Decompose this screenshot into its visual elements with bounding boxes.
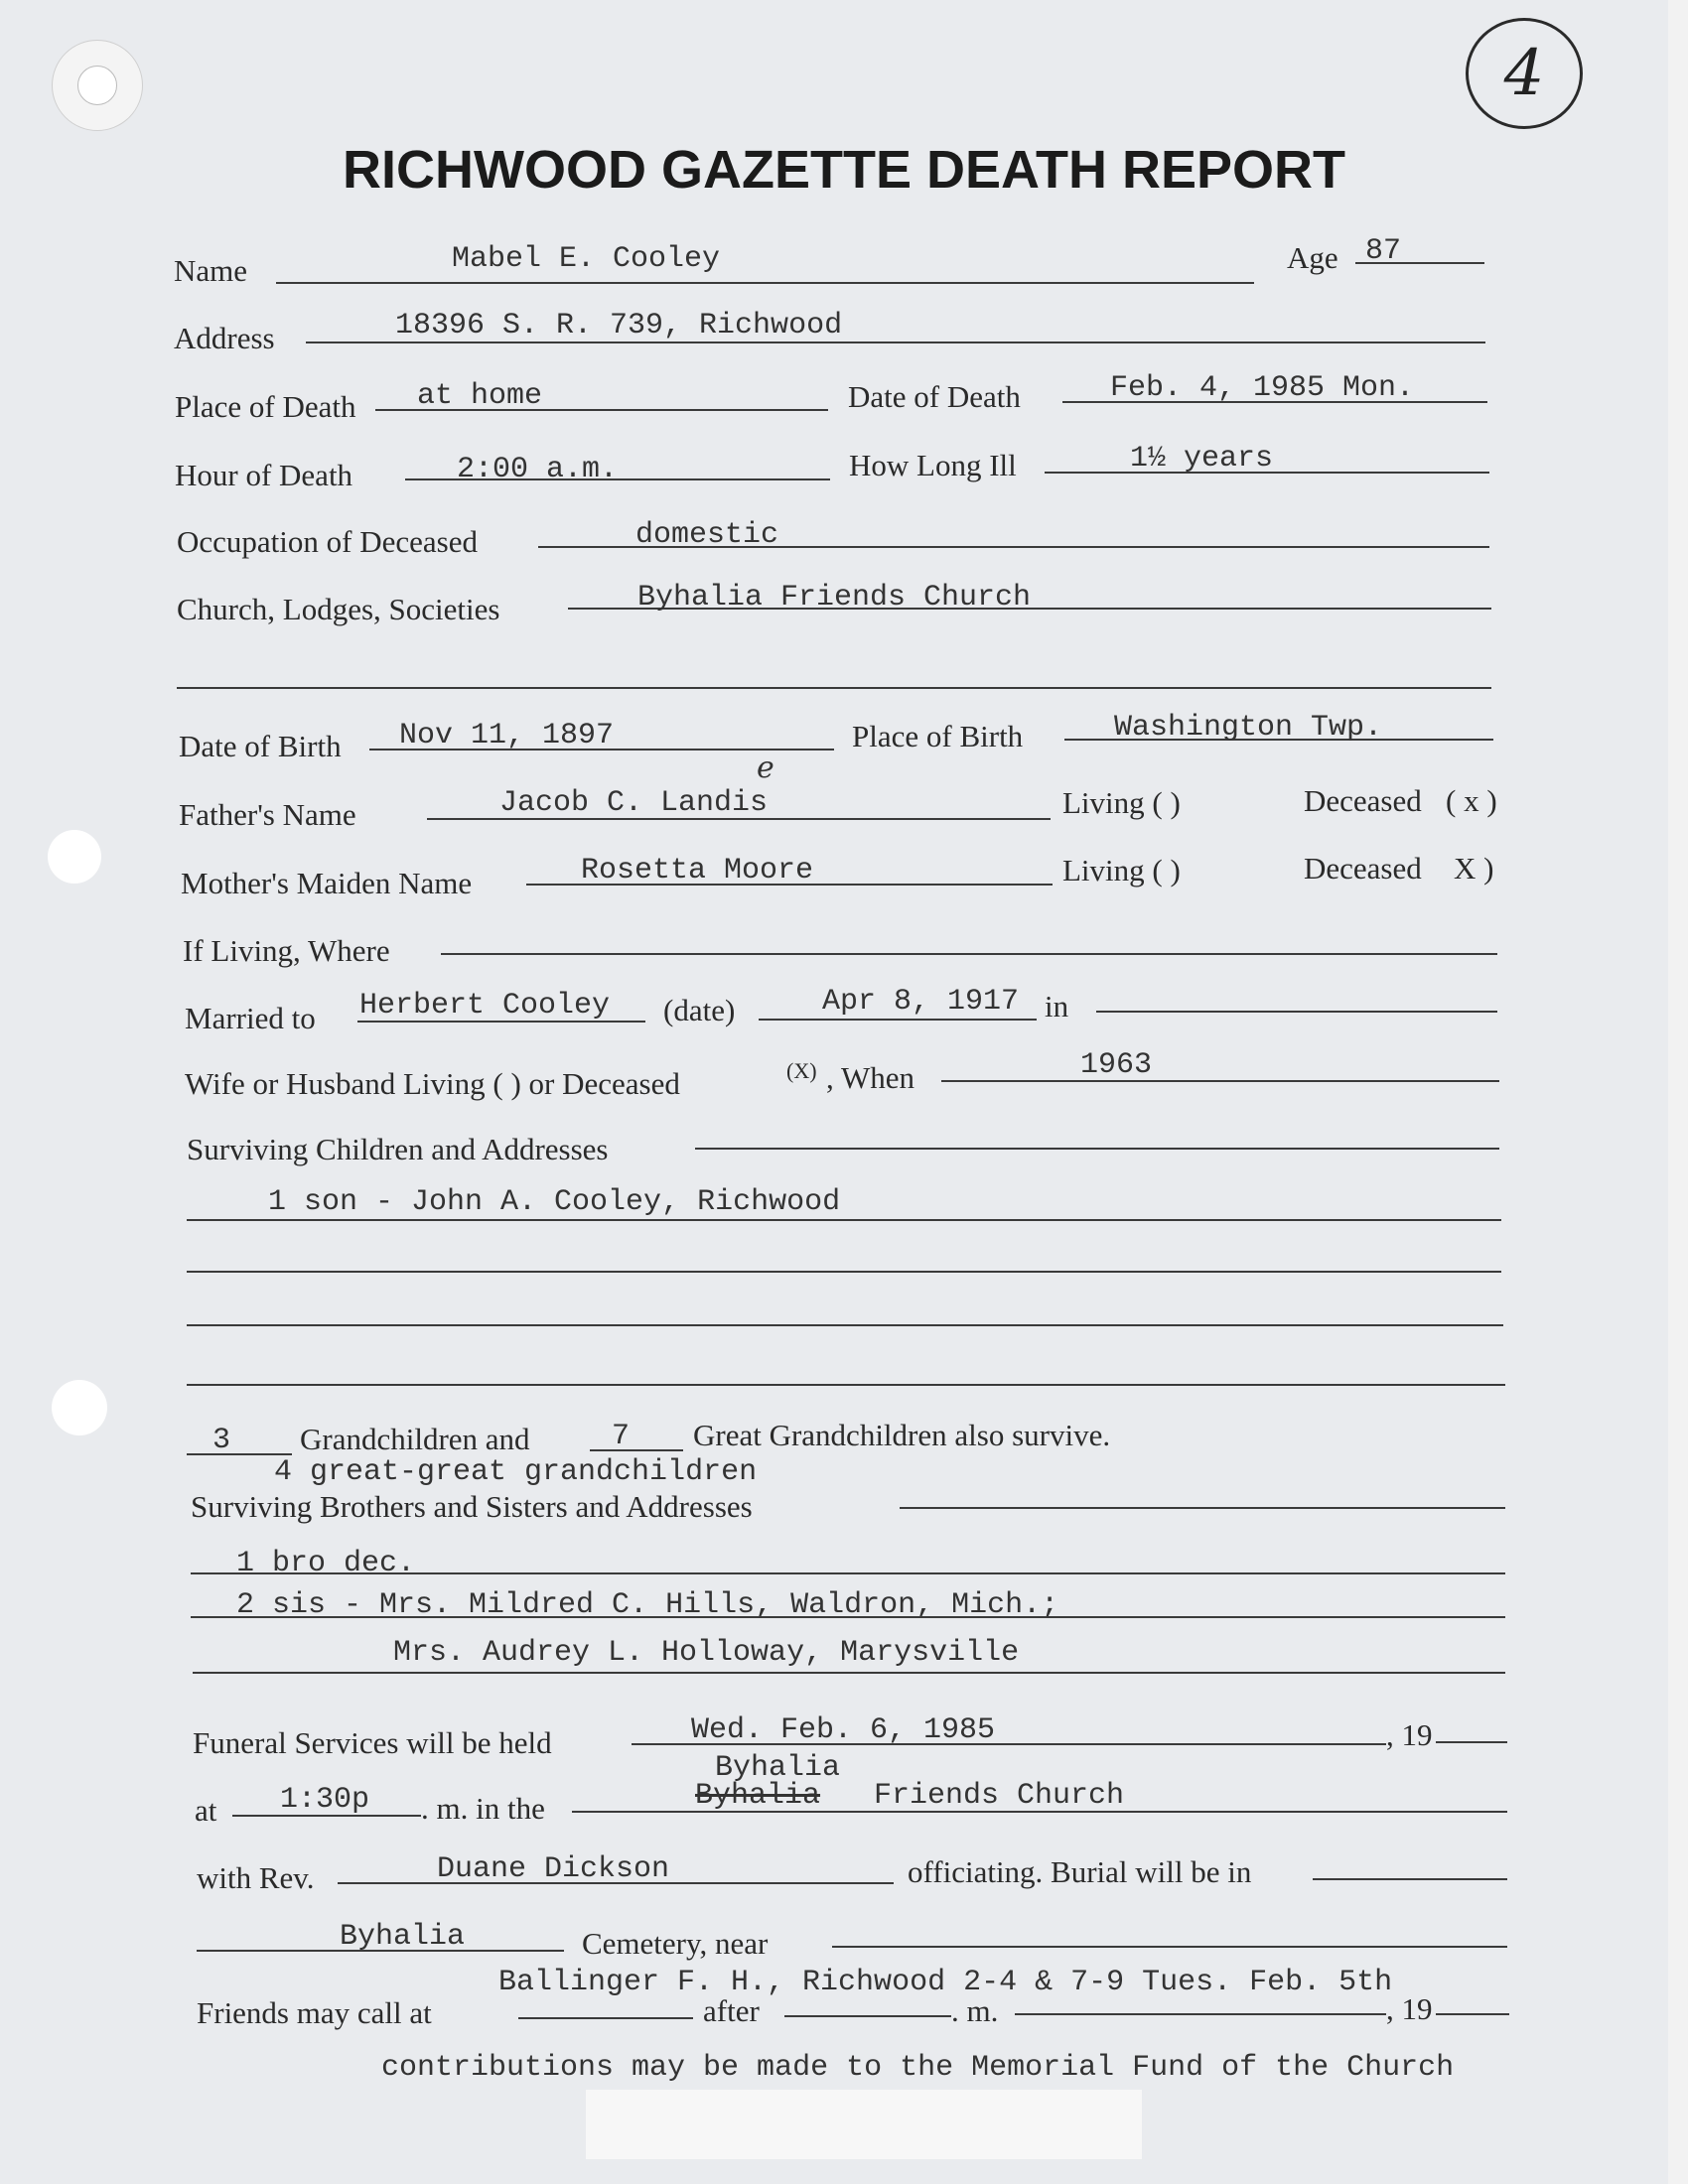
sibling-value-2: 2 sis - Mrs. Mildred C. Hills, Waldron, Mich.; <box>236 1588 1059 1622</box>
sibling-value-3: Mrs. Audrey L. Holloway, Marysville <box>393 1636 1020 1670</box>
funeral-label: Funeral Services will be held <box>193 1725 552 1760</box>
sibling-line-3 <box>193 1672 1505 1674</box>
age-label: Age <box>1287 240 1338 275</box>
married-to-value: Herbert Cooley <box>359 989 611 1023</box>
punch-hole-top-inner <box>77 66 117 105</box>
fathers-name-value: Jacob C. Landis <box>499 786 769 820</box>
father-deceased-mark: ( x ) <box>1446 783 1497 818</box>
if-living-label: If Living, Where <box>183 933 390 968</box>
surviving-children-label: Surviving Children and Addresses <box>187 1132 609 1166</box>
funeral-at-label: at <box>195 1793 217 1828</box>
sibling-line-2 <box>191 1616 1505 1618</box>
place-of-death-label: Place of Death <box>175 389 356 424</box>
report-title: RICHWOOD GAZETTE DEATH REPORT <box>343 140 1345 200</box>
mothers-name-label: Mother's Maiden Name <box>181 866 473 900</box>
spouse-when-label: , When <box>826 1060 914 1095</box>
redaction-box <box>586 2090 1142 2159</box>
children-line-3 <box>187 1324 1503 1326</box>
name-line <box>276 282 1254 284</box>
date-of-birth-value: Nov 11, 1897 <box>399 719 615 752</box>
cemetery-near-line <box>832 1946 1507 1948</box>
children-value-1: 1 son - John A. Cooley, Richwood <box>268 1185 841 1219</box>
occupation-value: domestic <box>635 518 779 552</box>
mothers-name-value: Rosetta Moore <box>581 854 814 887</box>
friends-m-label: . m. <box>951 1993 999 2028</box>
spouse-when-value: 1963 <box>1080 1048 1153 1082</box>
burial-value: Byhalia <box>340 1920 466 1954</box>
if-living-line <box>441 953 1497 955</box>
friends-m-line <box>1015 2013 1386 2015</box>
mother-living-label: Living ( ) <box>1062 853 1181 887</box>
children-line-4 <box>187 1384 1505 1386</box>
funeral-place-insert: Byhalia <box>715 1751 841 1785</box>
address-value: 18396 S. R. 739, Richwood <box>395 309 843 342</box>
friends-call-value: Ballinger F. H., Richwood 2-4 & 7-9 Tues. Feb. 5th <box>498 1966 1393 1999</box>
funeral-m-in-the-label: . m. in the <box>421 1791 545 1826</box>
hour-of-death-value: 2:00 a.m. <box>457 453 619 486</box>
rev-value: Duane Dickson <box>437 1852 670 1886</box>
brothers-sisters-line <box>900 1507 1505 1509</box>
contributions-note: contributions may be made to the Memorial Fund of the Church <box>381 2051 1455 2085</box>
place-of-birth-value: Washington Twp. <box>1114 711 1383 745</box>
funeral-time-value: 1:30p <box>280 1783 370 1817</box>
married-date-label: (date) <box>663 993 736 1027</box>
funeral-year-line <box>1436 1741 1507 1743</box>
great-grandchildren-count-line <box>590 1449 683 1451</box>
place-of-birth-label: Place of Birth <box>852 719 1024 753</box>
children-line-2 <box>187 1271 1501 1273</box>
funeral-date-value: Wed. Feb. 6, 1985 <box>691 1713 996 1747</box>
sibling-value-1: 1 bro dec. <box>236 1547 416 1580</box>
brothers-sisters-label: Surviving Brothers and Sisters and Addresses <box>191 1489 753 1524</box>
married-date-line <box>759 1019 1037 1021</box>
spouse-deceased-mark: (X) <box>786 1058 817 1083</box>
fathers-name-label: Father's Name <box>179 797 356 832</box>
date-of-death-value: Feb. 4, 1985 Mon. <box>1110 371 1415 405</box>
church-line-2 <box>177 687 1491 689</box>
spouse-when-line <box>941 1080 1499 1082</box>
how-long-ill-label: How Long Ill <box>849 448 1017 482</box>
how-long-ill-value: 1½ years <box>1130 442 1274 476</box>
grandchildren-count-value: 3 <box>212 1424 231 1457</box>
friends-year-line <box>1436 2013 1509 2015</box>
mother-deceased-label: Deceased <box>1304 851 1422 886</box>
occupation-label: Occupation of Deceased <box>177 524 478 559</box>
church-label: Church, Lodges, Societies <box>177 592 500 626</box>
date-of-birth-label: Date of Birth <box>179 729 342 763</box>
married-in-label: in <box>1045 989 1069 1024</box>
great-great-grandchildren-value: 4 great-great grandchildren <box>274 1455 758 1489</box>
date-of-death-label: Date of Death <box>848 379 1021 414</box>
page-number-circle: 4 <box>1466 18 1583 129</box>
surviving-children-line <box>695 1148 1499 1150</box>
grandchildren-label: Grandchildren and <box>300 1422 530 1456</box>
married-to-label: Married to <box>185 1001 316 1035</box>
friends-call-label: Friends may call at <box>197 1995 432 2030</box>
cemetery-label: Cemetery, near <box>582 1926 769 1961</box>
name-label: Name <box>174 253 248 288</box>
spouse-label: Wife or Husband Living ( ) or Deceased <box>185 1066 680 1101</box>
burial-line <box>1313 1878 1507 1880</box>
funeral-place-struck: Byhalia <box>695 1779 821 1813</box>
friends-after-label: after <box>703 1993 760 2028</box>
church-value: Byhalia Friends Church <box>637 581 1032 614</box>
married-in-line <box>1096 1011 1497 1013</box>
name-value: Mabel E. Cooley <box>452 242 721 276</box>
friends-after-line <box>784 2015 951 2017</box>
hour-of-death-label: Hour of Death <box>175 458 353 492</box>
father-living-label: Living ( ) <box>1062 785 1181 820</box>
age-value: 87 <box>1365 234 1402 268</box>
mother-deceased-mark: X ) <box>1454 851 1494 886</box>
place-of-death-value: at home <box>417 379 543 413</box>
officiating-label: officiating. Burial will be in <box>908 1854 1252 1889</box>
friends-year-label: , 19 <box>1386 1991 1433 2026</box>
funeral-year-label: , 19 <box>1386 1717 1433 1752</box>
great-grandchildren-label: Great Grandchildren also survive. <box>693 1418 1111 1452</box>
married-date-value: Apr 8, 1917 <box>822 985 1020 1019</box>
fathers-name-correction: e <box>757 751 774 785</box>
punch-hole-middle <box>48 830 101 884</box>
father-deceased-label: Deceased <box>1304 783 1422 818</box>
with-rev-label: with Rev. <box>197 1860 315 1895</box>
great-grandchildren-count-value: 7 <box>612 1420 631 1453</box>
children-line-1 <box>187 1219 1501 1221</box>
address-label: Address <box>174 321 275 355</box>
funeral-place-value: Friends Church <box>874 1779 1125 1813</box>
friends-call-line <box>518 2017 693 2019</box>
punch-hole-bottom <box>52 1380 107 1435</box>
